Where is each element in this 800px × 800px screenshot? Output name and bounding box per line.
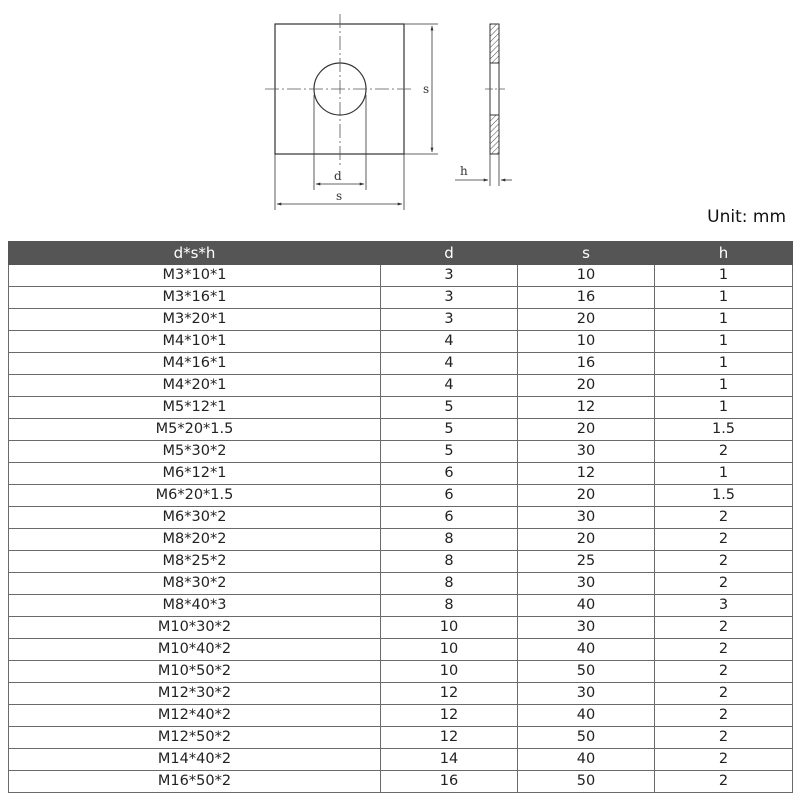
cell-d: 10 xyxy=(381,661,518,683)
cell-s: 25 xyxy=(518,551,655,573)
cell-s: 10 xyxy=(518,331,655,353)
cell-s: 50 xyxy=(518,771,655,793)
cell-size: M8*40*3 xyxy=(9,595,381,617)
cell-s: 20 xyxy=(518,309,655,331)
table-row xyxy=(9,771,793,793)
table-row xyxy=(9,265,793,287)
cell-size: M5*20*1.5 xyxy=(9,419,381,441)
cell-h: 1 xyxy=(655,287,793,309)
cell-s: 40 xyxy=(518,749,655,771)
cell-d: 8 xyxy=(381,595,518,617)
label-h: h xyxy=(460,164,468,178)
table-row xyxy=(9,287,793,309)
cell-size: M10*30*2 xyxy=(9,617,381,639)
cell-size: M12*40*2 xyxy=(9,705,381,727)
cell-size: M3*20*1 xyxy=(9,309,381,331)
square-washer-technical-drawing xyxy=(0,0,800,220)
cell-d: 10 xyxy=(381,617,518,639)
cell-s: 50 xyxy=(518,727,655,749)
table-row xyxy=(9,353,793,375)
cell-s: 12 xyxy=(518,397,655,419)
cell-h: 1.5 xyxy=(655,485,793,507)
cell-size: M8*20*2 xyxy=(9,529,381,551)
cell-size: M6*30*2 xyxy=(9,507,381,529)
cell-h: 2 xyxy=(655,551,793,573)
cell-h: 2 xyxy=(655,507,793,529)
cell-size: M5*30*2 xyxy=(9,441,381,463)
table-row xyxy=(9,661,793,683)
cell-size: M3*16*1 xyxy=(9,287,381,309)
table-row xyxy=(9,683,793,705)
cell-h: 2 xyxy=(655,749,793,771)
cell-h: 2 xyxy=(655,771,793,793)
header-d: d xyxy=(381,242,518,265)
table-row xyxy=(9,309,793,331)
cell-d: 16 xyxy=(381,771,518,793)
label-d: d xyxy=(334,169,342,183)
cell-h: 2 xyxy=(655,683,793,705)
cell-h: 2 xyxy=(655,705,793,727)
cell-s: 20 xyxy=(518,375,655,397)
cell-d: 8 xyxy=(381,551,518,573)
table-row xyxy=(9,727,793,749)
cell-h: 2 xyxy=(655,727,793,749)
cell-h: 1 xyxy=(655,331,793,353)
cell-size: M14*40*2 xyxy=(9,749,381,771)
cell-size: M10*50*2 xyxy=(9,661,381,683)
cell-s: 40 xyxy=(518,705,655,727)
cell-d: 12 xyxy=(381,727,518,749)
table-row xyxy=(9,551,793,573)
table-row xyxy=(9,397,793,419)
table-row xyxy=(9,617,793,639)
cell-d: 6 xyxy=(381,485,518,507)
table-row xyxy=(9,529,793,551)
cell-s: 12 xyxy=(518,463,655,485)
cell-h: 1 xyxy=(655,375,793,397)
header-h: h xyxy=(655,242,793,265)
cell-size: M6*12*1 xyxy=(9,463,381,485)
cell-d: 3 xyxy=(381,287,518,309)
cell-size: M12*50*2 xyxy=(9,727,381,749)
table-row xyxy=(9,375,793,397)
cell-size: M10*40*2 xyxy=(9,639,381,661)
cell-h: 2 xyxy=(655,441,793,463)
cell-h: 1.5 xyxy=(655,419,793,441)
cell-d: 12 xyxy=(381,705,518,727)
cell-d: 4 xyxy=(381,375,518,397)
cell-d: 8 xyxy=(381,573,518,595)
cell-size: M4*20*1 xyxy=(9,375,381,397)
cell-d: 10 xyxy=(381,639,518,661)
cell-h: 1 xyxy=(655,353,793,375)
table-row xyxy=(9,749,793,771)
header-s: s xyxy=(518,242,655,265)
table-header-row xyxy=(9,242,793,265)
cell-h: 2 xyxy=(655,617,793,639)
cell-s: 20 xyxy=(518,419,655,441)
cell-size: M8*25*2 xyxy=(9,551,381,573)
cell-h: 2 xyxy=(655,639,793,661)
cell-d: 5 xyxy=(381,397,518,419)
cell-s: 20 xyxy=(518,485,655,507)
cell-s: 50 xyxy=(518,661,655,683)
cell-size: M4*10*1 xyxy=(9,331,381,353)
cell-h: 1 xyxy=(655,463,793,485)
cell-size: M12*30*2 xyxy=(9,683,381,705)
table-row xyxy=(9,419,793,441)
cell-s: 30 xyxy=(518,683,655,705)
front-view xyxy=(265,14,412,165)
table-row xyxy=(9,573,793,595)
cell-s: 30 xyxy=(518,573,655,595)
header-dsh: d*s*h xyxy=(9,242,381,265)
cell-s: 30 xyxy=(518,617,655,639)
table-row xyxy=(9,485,793,507)
cell-h: 1 xyxy=(655,265,793,287)
dimension-h xyxy=(455,154,512,186)
cell-d: 6 xyxy=(381,463,518,485)
cell-size: M4*16*1 xyxy=(9,353,381,375)
cell-d: 12 xyxy=(381,683,518,705)
cell-h: 2 xyxy=(655,661,793,683)
cell-s: 16 xyxy=(518,287,655,309)
table-row xyxy=(9,639,793,661)
table-row xyxy=(9,507,793,529)
cell-d: 3 xyxy=(381,309,518,331)
cell-d: 6 xyxy=(381,507,518,529)
side-view xyxy=(485,24,505,154)
cell-h: 2 xyxy=(655,573,793,595)
cell-d: 14 xyxy=(381,749,518,771)
cell-h: 1 xyxy=(655,309,793,331)
cell-size: M3*10*1 xyxy=(9,265,381,287)
table-row xyxy=(9,441,793,463)
cell-size: M5*12*1 xyxy=(9,397,381,419)
table-row xyxy=(9,705,793,727)
table-row xyxy=(9,463,793,485)
unit-label: Unit: mm xyxy=(707,207,786,227)
cell-d: 3 xyxy=(381,265,518,287)
cell-h: 3 xyxy=(655,595,793,617)
cell-s: 40 xyxy=(518,595,655,617)
cell-s: 16 xyxy=(518,353,655,375)
cell-d: 5 xyxy=(381,419,518,441)
cell-h: 2 xyxy=(655,529,793,551)
cell-s: 30 xyxy=(518,441,655,463)
cell-size: M16*50*2 xyxy=(9,771,381,793)
cell-d: 4 xyxy=(381,353,518,375)
table-row xyxy=(9,331,793,353)
cell-s: 10 xyxy=(518,265,655,287)
cell-d: 8 xyxy=(381,529,518,551)
cell-s: 30 xyxy=(518,507,655,529)
label-s-side: s xyxy=(423,82,430,96)
washer-spec-table xyxy=(8,241,793,793)
cell-d: 5 xyxy=(381,441,518,463)
cell-d: 4 xyxy=(381,331,518,353)
label-s-bottom: s xyxy=(336,189,343,203)
cell-s: 20 xyxy=(518,529,655,551)
table-body xyxy=(9,265,793,793)
cell-size: M8*30*2 xyxy=(9,573,381,595)
cell-size: M6*20*1.5 xyxy=(9,485,381,507)
cell-h: 1 xyxy=(655,397,793,419)
cell-s: 40 xyxy=(518,639,655,661)
table-row xyxy=(9,595,793,617)
